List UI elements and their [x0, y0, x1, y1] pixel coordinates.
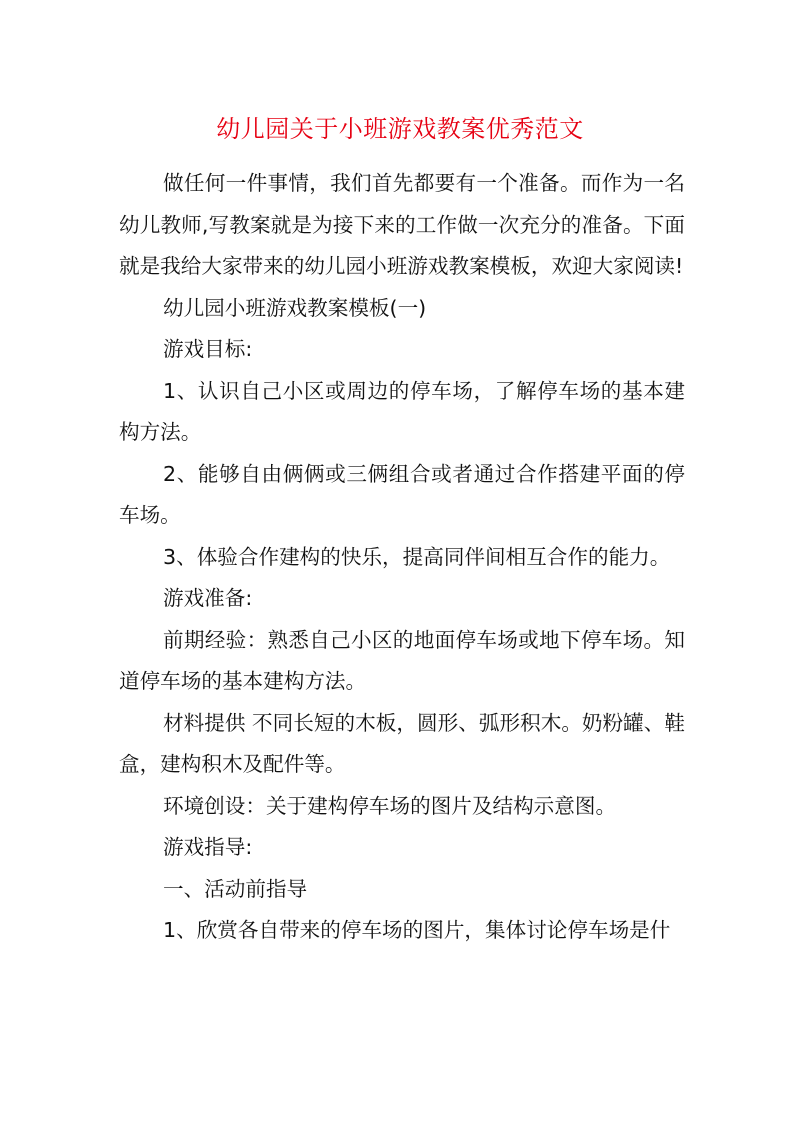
- paragraph-guidance-heading: 游戏指导:: [163, 835, 253, 859]
- paragraph-materials: 材料提供 不同长短的木板，圆形、弧形积木。奶粉罐、鞋盒，建构积木及配件等。: [119, 710, 685, 776]
- document-body: [119, 163, 685, 952]
- paragraph-goal-2: 2、能够自由俩俩或三俩组合或者通过合作搭建平面的停车场。: [119, 461, 685, 527]
- paragraph-intro: 做任何一件事情，我们首先都要有一个准备。而作为一名幼儿教师,写教案就是为接下来的工作做一次充分的准备。下面就是我给大家带来的幼儿园小班游戏教案模板，欢迎大家阅读!: [119, 171, 685, 278]
- document-title: 幼儿园关于小班游戏教案优秀范文: [216, 115, 584, 143]
- paragraph-prior-experience: 前期经验：熟悉自己小区的地面停车场或地下停车场。知道停车场的基本建构方法。: [119, 627, 685, 693]
- paragraph-pre-activity-1: 1、欣赏各自带来的停车场的图片，集体讨论停车场是什: [163, 918, 671, 942]
- paragraph-goals-heading: 游戏目标:: [163, 337, 253, 361]
- paragraph-template-heading: 幼儿园小班游戏教案模板(一): [163, 295, 427, 320]
- paragraph-pre-activity-heading: 一、活动前指导: [163, 876, 308, 901]
- paragraph-environment: 环境创设：关于建构停车场的图片及结构示意图。: [163, 793, 617, 818]
- paragraph-prep-heading: 游戏准备:: [163, 586, 253, 610]
- paragraph-goal-1: 1、认识自己小区或周边的停车场，了解停车场的基本建构方法。: [119, 378, 685, 444]
- paragraph-goal-3: 3、体验合作建构的快乐，提高同伴间相互合作的能力。: [163, 544, 671, 569]
